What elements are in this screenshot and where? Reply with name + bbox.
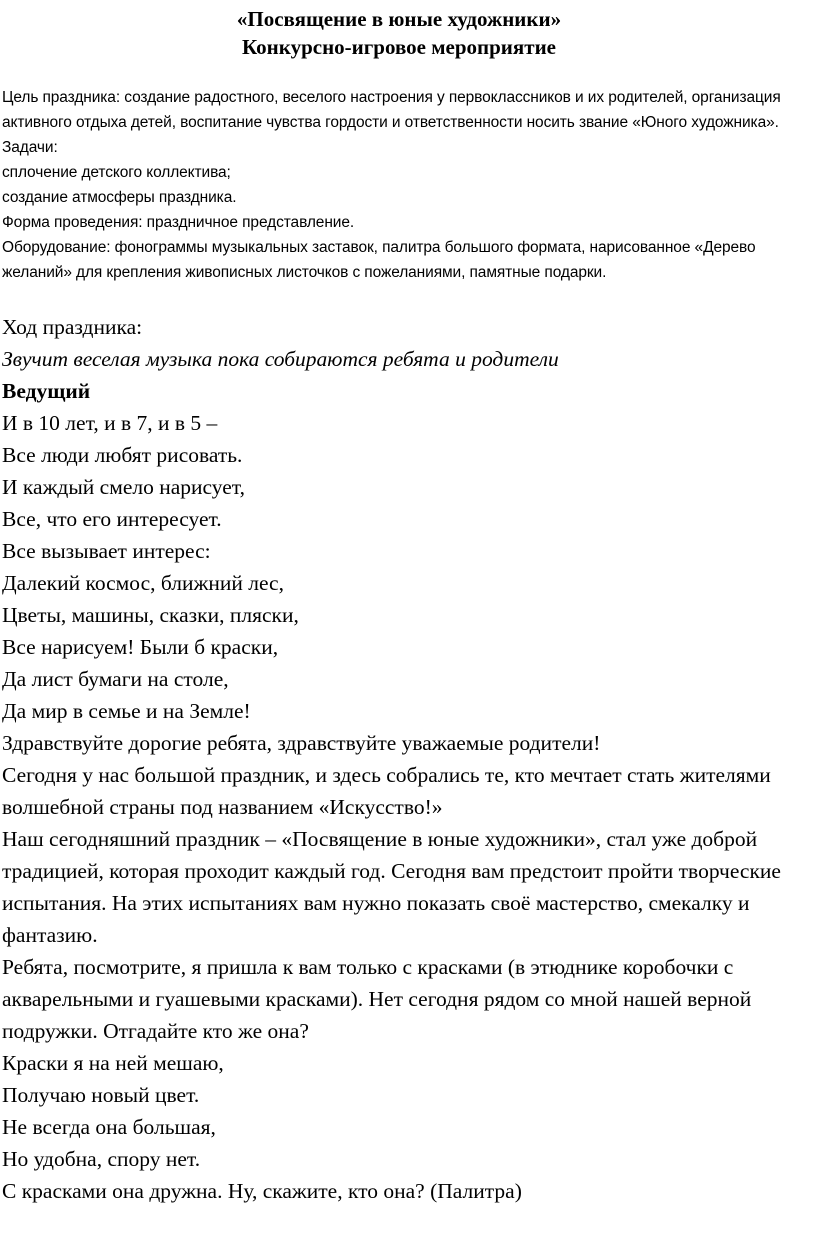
intro-task-item: сплочение детского коллектива;	[2, 164, 231, 181]
speech-paragraph: Наш сегодняшний праздник – «Посвящение в юные художники», стал уже доброй традицией, которая проходит каждый год. Сегодня вам предстоит пройти творческие испытания. На этих испытаниях вам нужно показать своё мастерство, смекалку и фантазию.	[2, 827, 781, 947]
intro-tasks-heading: Задачи:	[2, 139, 58, 156]
riddle-line: Но удобна, спору нет.	[2, 1147, 201, 1171]
intro-task-item: создание атмосферы праздника.	[2, 189, 237, 206]
document-subtitle: Конкурсно-игровое мероприятие	[241, 35, 556, 59]
riddle-line: С красками она дружна. Ну, скажите, кто она? (Палитра)	[2, 1179, 522, 1203]
intro-goal: Цель праздника: создание радостного, веселого настроения у первоклассников и их родителей, организация активного отдыха детей, воспитание чувства гордости и ответственности носить звание «Юного художника».	[2, 89, 781, 131]
poem-line: Далекий космос, ближний лес,	[2, 571, 284, 595]
poem-line: Все нарисуем! Были б краски,	[2, 635, 279, 659]
course-heading: Ход праздника:	[2, 315, 143, 339]
poem-line: И в 10 лет, и в 7, и в 5 –	[2, 411, 218, 435]
stage-direction: Звучит веселая музыка пока собираются ребята и родители	[2, 347, 559, 371]
poem-line: И каждый смело нарисует,	[2, 475, 245, 499]
speech-paragraph: Сегодня у нас большой праздник, и здесь собрались те, кто мечтает стать жителями волшебной страны под названием «Искусство!»	[2, 763, 771, 819]
poem-line: Цветы, машины, сказки, пляски,	[2, 603, 299, 627]
poem-line: Да мир в семье и на Земле!	[2, 699, 251, 723]
poem-line: Все, что его интересует.	[2, 507, 222, 531]
intro-equipment: Оборудование: фонограммы музыкальных заставок, палитра большого формата, нарисованное «Дерево желаний» для крепления живописных листочков с пожеланиями, памятные подарки.	[2, 239, 756, 281]
speech-paragraph: Здравствуйте дорогие ребята, здравствуйте уважаемые родители!	[2, 731, 601, 755]
script-body	[2, 311, 796, 1207]
riddle-line: Краски я на ней мешаю,	[2, 1051, 224, 1075]
poem-line: Все люди любят рисовать.	[2, 443, 243, 467]
poem-line: Да лист бумаги на столе,	[2, 667, 229, 691]
document-title: «Посвящение в юные художники»	[236, 7, 562, 31]
riddle-line: Получаю новый цвет.	[2, 1083, 200, 1107]
riddle-line: Не всегда она большая,	[2, 1115, 216, 1139]
speaker-label: Ведущий	[2, 379, 91, 403]
speech-paragraph: Ребята, посмотрите, я пришла к вам только с красками (в этюднике коробочки с акварельными и гуашевыми красками). Нет сегодня рядом со мной нашей верной подружки. Отгадайте кто же она?	[2, 955, 752, 1043]
intro-section	[2, 85, 796, 285]
intro-format: Форма проведения: праздничное представление.	[2, 214, 355, 231]
poem-line: Все вызывает интерес:	[2, 539, 211, 563]
